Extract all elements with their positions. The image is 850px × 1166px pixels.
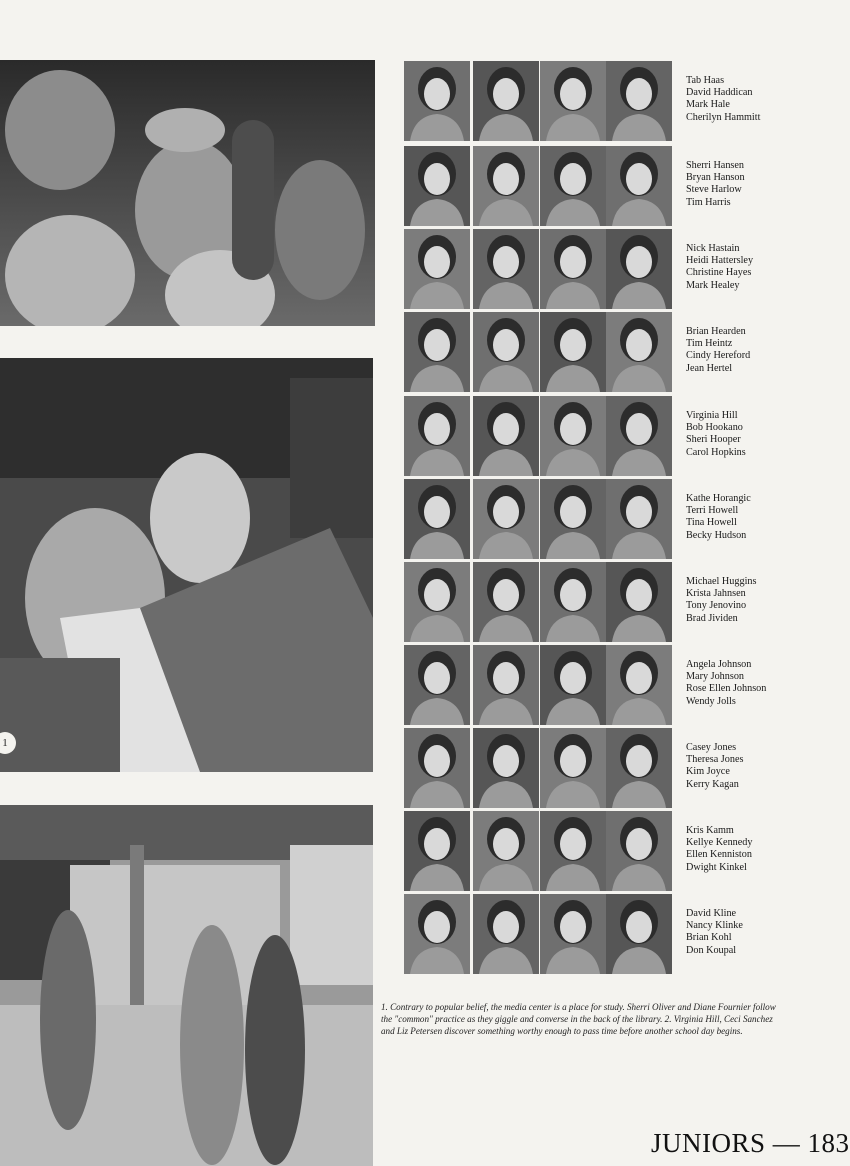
student-portrait bbox=[473, 229, 539, 309]
name-list bbox=[686, 742, 846, 791]
student-name: Cindy Hereford bbox=[686, 350, 751, 362]
student-portrait bbox=[473, 146, 539, 226]
student-name: Kathe Horangic bbox=[686, 493, 751, 504]
student-portrait bbox=[473, 562, 539, 642]
student-portrait bbox=[606, 562, 672, 642]
name-list bbox=[686, 908, 846, 957]
student-name: Mary Johnson bbox=[686, 671, 745, 683]
student-name: Christine Hayes bbox=[686, 267, 752, 279]
student-name: Jean Hertel bbox=[686, 362, 733, 374]
student-name: Cherilyn Hammitt bbox=[686, 111, 761, 123]
student-portrait bbox=[404, 894, 470, 974]
student-portrait bbox=[473, 479, 539, 559]
student-name: Virginia Hill bbox=[686, 410, 738, 421]
student-name: Tim Harris bbox=[686, 196, 731, 208]
student-name: Don Koupal bbox=[686, 944, 737, 956]
student-name: Bryan Hanson bbox=[686, 172, 745, 184]
student-name: Dwight Kinkel bbox=[686, 861, 747, 873]
student-portrait bbox=[404, 645, 470, 725]
student-portrait bbox=[540, 479, 606, 559]
student-portrait bbox=[473, 811, 539, 891]
student-name: Rose Ellen Johnson bbox=[686, 683, 767, 695]
student-portrait bbox=[540, 61, 606, 141]
student-portrait bbox=[540, 728, 606, 808]
student-portrait bbox=[404, 562, 470, 642]
crowd-photo bbox=[0, 60, 375, 326]
student-portrait bbox=[540, 229, 606, 309]
name-list bbox=[686, 410, 846, 459]
student-name: Terri Howell bbox=[686, 505, 739, 517]
student-name: Kim Joyce bbox=[686, 766, 730, 778]
student-name: Michael Huggins bbox=[686, 576, 757, 587]
name-list bbox=[686, 75, 846, 124]
student-portrait bbox=[404, 479, 470, 559]
student-portrait bbox=[473, 894, 539, 974]
student-name: David Haddican bbox=[686, 87, 753, 99]
student-portrait bbox=[404, 229, 470, 309]
student-portrait bbox=[540, 312, 606, 392]
name-list bbox=[686, 243, 846, 292]
student-portrait bbox=[540, 146, 606, 226]
name-list bbox=[686, 576, 846, 625]
student-name: Steve Harlow bbox=[686, 184, 742, 196]
name-list bbox=[686, 493, 846, 542]
student-name: Mark Healey bbox=[686, 279, 740, 291]
student-portrait bbox=[473, 396, 539, 476]
library-photo bbox=[0, 358, 373, 772]
student-portrait bbox=[540, 562, 606, 642]
footer-separator: — bbox=[772, 1128, 801, 1158]
student-portrait bbox=[473, 61, 539, 141]
student-portrait bbox=[473, 728, 539, 808]
student-portrait bbox=[404, 811, 470, 891]
name-list bbox=[686, 659, 846, 708]
student-name: Bob Hookano bbox=[686, 422, 743, 434]
student-name: Sherri Hansen bbox=[686, 160, 744, 171]
student-name: Becky Hudson bbox=[686, 529, 747, 541]
page-footer bbox=[651, 1128, 850, 1159]
student-name: David Kline bbox=[686, 908, 737, 919]
student-portrait bbox=[606, 811, 672, 891]
student-portrait bbox=[404, 728, 470, 808]
student-portrait bbox=[540, 396, 606, 476]
photo-number: 1 bbox=[0, 732, 16, 754]
student-name: Wendy Jolls bbox=[686, 695, 736, 707]
student-portrait bbox=[540, 811, 606, 891]
student-portrait bbox=[606, 894, 672, 974]
student-name: Tim Heintz bbox=[686, 338, 733, 350]
student-name: Heidi Hattersley bbox=[686, 255, 754, 267]
hallway-photo bbox=[0, 805, 373, 1166]
student-name: Sheri Hooper bbox=[686, 434, 741, 446]
student-name: Nick Hastain bbox=[686, 243, 740, 254]
student-portrait bbox=[606, 146, 672, 226]
student-portrait bbox=[606, 61, 672, 141]
student-name: Brian Hearden bbox=[686, 326, 746, 337]
student-portrait bbox=[404, 396, 470, 476]
page-number: 183 bbox=[807, 1128, 850, 1158]
section-title: JUNIORS bbox=[651, 1128, 766, 1158]
name-list bbox=[686, 825, 846, 874]
student-portrait bbox=[606, 229, 672, 309]
student-name: Angela Johnson bbox=[686, 659, 752, 670]
student-portrait bbox=[606, 645, 672, 725]
student-portrait bbox=[404, 61, 470, 141]
student-portrait bbox=[404, 312, 470, 392]
student-name: Tab Haas bbox=[686, 75, 725, 86]
student-name: Theresa Jones bbox=[686, 754, 744, 766]
student-name: Ellen Kenniston bbox=[686, 849, 752, 861]
student-name: Tina Howell bbox=[686, 517, 737, 529]
name-list bbox=[686, 326, 846, 375]
student-portrait bbox=[540, 894, 606, 974]
name-list bbox=[686, 160, 846, 209]
student-name: Kerry Kagan bbox=[686, 778, 739, 790]
student-portrait bbox=[404, 146, 470, 226]
student-name: Tony Jenovino bbox=[686, 600, 747, 612]
student-name: Brian Kohl bbox=[686, 932, 732, 944]
student-name: Casey Jones bbox=[686, 742, 737, 753]
student-portrait bbox=[540, 645, 606, 725]
student-name: Nancy Klinke bbox=[686, 920, 743, 932]
student-portrait bbox=[606, 479, 672, 559]
student-name: Kellye Kennedy bbox=[686, 837, 753, 849]
photo-caption: 1. Contrary to popular belief, the media center is a place for study. Sherri Oliver and Diane Fournier follow the "common" practice as they giggle and converse in the back of the library. 2. Virginia Hill, Ceci Sanchez and Liz Petersen discover something worthy enough to pass time before another school day begins. bbox=[381, 1002, 776, 1036]
student-name: Carol Hopkins bbox=[686, 446, 746, 458]
student-portrait bbox=[606, 396, 672, 476]
student-portrait bbox=[473, 312, 539, 392]
student-name: Krista Jahnsen bbox=[686, 588, 746, 600]
student-name: Mark Hale bbox=[686, 99, 730, 111]
student-portrait bbox=[606, 312, 672, 392]
student-portrait bbox=[473, 645, 539, 725]
student-portrait bbox=[606, 728, 672, 808]
student-name: Kris Kamm bbox=[686, 825, 734, 836]
student-name: Brad Jividen bbox=[686, 612, 738, 624]
